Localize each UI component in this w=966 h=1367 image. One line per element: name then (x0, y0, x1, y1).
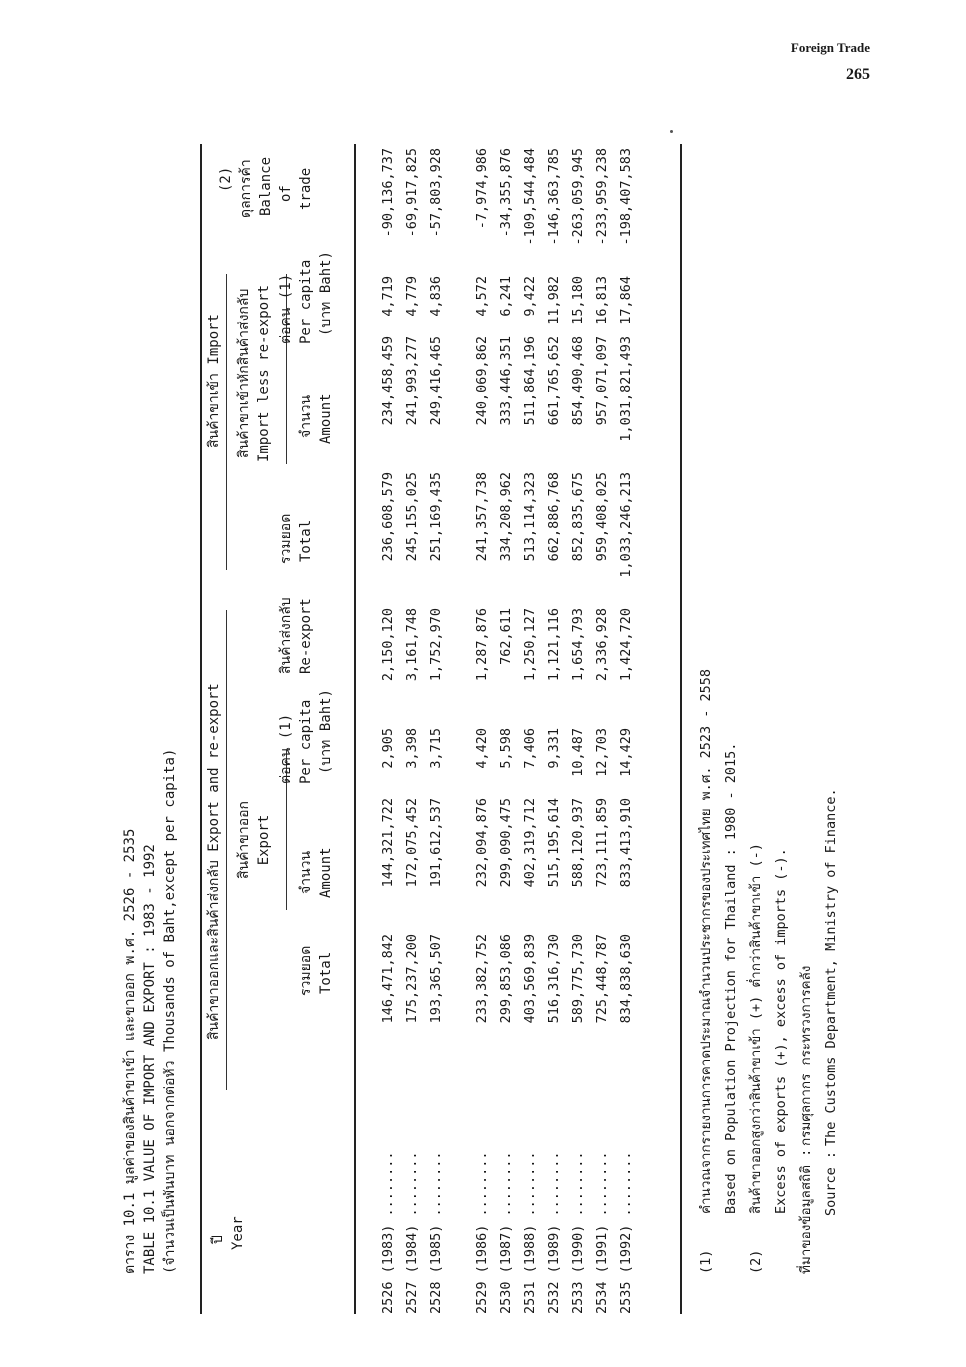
cell-export-per-capita: 4,420 (474, 728, 490, 769)
cell-total: 146,471,842 (380, 934, 396, 1024)
cell-import-total: 852,835,675 (570, 472, 586, 562)
cell-import-per-capita: 9,422 (522, 276, 538, 317)
cell-import-amount: 661,765,652 (546, 336, 562, 426)
cell-import-amount: 333,446,351 (498, 336, 514, 426)
cell-reexport: 1,250,127 (522, 608, 538, 682)
header-per-capita-unit: (บาท Baht) (318, 689, 334, 774)
note-1-thai: คำนวณจากรายงานการคาดประมาณจำนวนประชากรของประเทศไทย พ.ศ. 2523 - 2558 (698, 668, 714, 1214)
header-per-capita-thai: ต่อคน (1) (278, 713, 294, 784)
cell-export-per-capita: 3,715 (428, 728, 444, 769)
note-2-number: (2) (748, 1249, 764, 1274)
cell-export-amount: 299,090,475 (498, 798, 514, 888)
cell-export-amount: 172,075,452 (404, 798, 420, 888)
header-import-per-capita-english: Per capita (298, 259, 314, 344)
header-total-english: Total (318, 951, 334, 994)
cell-import-per-capita: 4,779 (404, 276, 420, 317)
cell-reexport: 1,287,876 (474, 608, 490, 682)
cell-import-total: 236,608,579 (380, 472, 396, 562)
header-reexport-thai: สินค้าส่งกลับ (278, 597, 294, 674)
cell-year: 2529 (1986) ........ (474, 1151, 490, 1314)
page-header (791, 40, 870, 84)
export-group-rule (226, 610, 227, 1090)
cell-import-total: 1,033,246,213 (618, 472, 634, 578)
note-1-english: Based on Population Projection for Thailand : 1980 - 2015. (723, 742, 739, 1214)
header-export-thai: สินค้าขาออก (236, 800, 252, 880)
cell-export-per-capita: 2,905 (380, 728, 396, 769)
cell-total: 403,569,839 (522, 934, 538, 1024)
source-thai: กรมศุลกากร กระทรวงการคลัง (798, 965, 814, 1146)
cell-total: 175,237,200 (404, 934, 420, 1024)
cell-export-per-capita: 12,703 (594, 728, 610, 777)
cell-balance: -198,407,583 (618, 148, 634, 246)
cell-export-per-capita: 5,598 (498, 728, 514, 769)
cell-export-per-capita: 10,487 (570, 728, 586, 777)
cell-import-total: 513,114,323 (522, 472, 538, 562)
cell-export-per-capita: 14,429 (618, 728, 634, 777)
cell-import-total: 662,886,768 (546, 472, 562, 562)
header-amount-thai: จำนวน (298, 850, 314, 894)
cell-reexport: 762,611 (498, 608, 514, 665)
header-per-capita-english: Per capita (298, 699, 314, 784)
cell-export-amount: 833,413,910 (618, 798, 634, 888)
header-import-amount-thai: จำนวน (298, 394, 314, 438)
table-titles (120, 749, 180, 1274)
header-balance-thai: ดุลการค้า (238, 159, 254, 218)
header-year-english: Year (230, 1216, 246, 1250)
cell-import-per-capita: 4,719 (380, 276, 396, 317)
header-import-less-thai: สินค้าขาเข้าหักสินค้าส่งกลับ (236, 288, 252, 458)
cell-balance: -146,363,785 (546, 148, 562, 246)
header-import-per-capita-unit: (บาท Baht) (318, 251, 334, 336)
cell-export-per-capita: 7,406 (522, 728, 538, 769)
note-2-thai: สินค้าขาออกสูงกว่าสินค้าขาเข้า (+) ต่ำกว่าสินค้าขาเข้า (-) (748, 843, 764, 1214)
header-import-group: สินค้าขาเข้า Import (206, 314, 222, 448)
import-group-rule (226, 274, 227, 570)
header-balance-english-2: of (278, 185, 294, 202)
title-english: TABLE 10.1 VALUE OF IMPORT AND EXPORT : 1983 - 1992 (142, 844, 158, 1274)
title-unit: (จำนวนเป็นพันบาท นอกจากต่อหัว Thousands of Baht,except per capita) (162, 748, 178, 1274)
cell-import-per-capita: 16,813 (594, 276, 610, 325)
cell-import-per-capita: 4,836 (428, 276, 444, 317)
cell-import-per-capita: 6,241 (498, 276, 514, 317)
cell-balance: -34,355,876 (498, 148, 514, 238)
header-year-thai: ปี (210, 1235, 226, 1244)
cell-export-amount: 588,120,937 (570, 798, 586, 888)
cell-year: 2532 (1989) ........ (546, 1151, 562, 1314)
cell-balance: -69,917,825 (404, 148, 420, 238)
note-2-english: Excess of exports (+), excess of imports (-). (773, 848, 789, 1214)
cell-import-total: 334,208,962 (498, 472, 514, 562)
cell-import-amount: 957,071,097 (594, 336, 610, 426)
cell-reexport: 1,654,793 (570, 608, 586, 682)
cell-balance: -109,544,484 (522, 148, 538, 246)
note-1-number: (1) (698, 1249, 714, 1274)
page-number: 265 (846, 66, 870, 83)
cell-export-amount: 232,094,876 (474, 798, 490, 888)
speck-mark (670, 130, 673, 133)
table-row (378, 144, 398, 1314)
cell-import-amount: 241,993,277 (404, 336, 420, 426)
cell-import-amount: 234,458,459 (380, 336, 396, 426)
cell-import-total: 241,357,738 (474, 472, 490, 562)
table-row (402, 144, 422, 1314)
cell-year: 2535 (1992) ........ (618, 1151, 634, 1314)
source-thai-label: ที่มาของข้อมูลสถิติ : (798, 1148, 814, 1274)
section-name: Foreign Trade (790, 40, 870, 55)
top-rule (200, 144, 202, 1314)
cell-year: 2533 (1990) ........ (570, 1151, 586, 1314)
cell-total: 834,838,630 (618, 934, 634, 1024)
cell-import-amount: 1,031,821,493 (618, 336, 634, 442)
cell-reexport: 1,121,116 (546, 608, 562, 682)
cell-balance: -233,959,238 (594, 148, 610, 246)
header-import-total-english: Total (298, 519, 314, 562)
cell-import-per-capita: 4,572 (474, 276, 490, 317)
cell-import-per-capita: 11,982 (546, 276, 562, 325)
cell-reexport: 3,161,748 (404, 608, 420, 682)
cell-balance: -263,059,945 (570, 148, 586, 246)
cell-export-amount: 723,111,859 (594, 798, 610, 888)
header-import-amount-english: Amount (318, 393, 334, 444)
cell-total: 233,382,752 (474, 934, 490, 1024)
cell-year: 2527 (1984) ........ (404, 1151, 420, 1314)
source-english: The Customs Department, Ministry of Finance. (823, 788, 839, 1146)
header-bottom-rule (354, 144, 356, 1314)
header-balance-english-3: trade (298, 167, 314, 210)
header-balance-english-1: Balance (258, 156, 274, 216)
cell-total: 193,365,507 (428, 934, 444, 1024)
cell-balance: -7,974,986 (474, 148, 490, 230)
header-amount-english: Amount (318, 847, 334, 898)
cell-year: 2528 (1985) ........ (428, 1151, 444, 1314)
header-export-group: สินค้าขาออกและสินค้าส่งกลับ Export and re-export (206, 683, 222, 1040)
table-row (568, 144, 588, 1314)
cell-export-per-capita: 9,331 (546, 728, 562, 769)
header-export-english: Export (256, 814, 272, 866)
table-row (426, 144, 446, 1314)
rotated-table-block (120, 144, 839, 1314)
cell-balance: -90,136,737 (380, 148, 396, 238)
header-import-total-thai: รวมยอด (278, 513, 294, 564)
table-row (616, 144, 636, 1314)
cell-year: 2530 (1987) ........ (498, 1151, 514, 1314)
cell-total: 725,448,787 (594, 934, 610, 1024)
cell-export-amount: 144,321,722 (380, 798, 396, 888)
header-balance-note: (2) (218, 166, 234, 192)
cell-export-per-capita: 3,398 (404, 728, 420, 769)
cell-year: 2534 (1991) ........ (594, 1151, 610, 1314)
header-import-less-english: Import less re-export (256, 284, 272, 462)
cell-import-total: 959,408,025 (594, 472, 610, 562)
header-reexport-english: Re-export (298, 598, 314, 674)
cell-reexport: 1,424,720 (618, 608, 634, 682)
cell-export-amount: 515,195,614 (546, 798, 562, 888)
cell-reexport: 1,752,970 (428, 608, 444, 682)
table-row (520, 144, 540, 1314)
title-thai: ตาราง 10.1 มูลค่าของสินค้าขาเข้า และขาออก พ.ศ. 2526 - 2535 (122, 828, 138, 1274)
table-row (592, 144, 612, 1314)
header-import-per-capita-thai: ต่อคน (1) (278, 273, 294, 344)
cell-year: 2531 (1988) ........ (522, 1151, 538, 1314)
cell-import-amount: 511,864,196 (522, 336, 538, 426)
cell-import-per-capita: 15,180 (570, 276, 586, 325)
cell-import-total: 245,155,025 (404, 472, 420, 562)
cell-import-amount: 240,069,862 (474, 336, 490, 426)
cell-export-amount: 402,319,712 (522, 798, 538, 888)
cell-import-per-capita: 17,864 (618, 276, 634, 325)
cell-balance: -57,803,928 (428, 148, 444, 238)
cell-export-amount: 191,612,537 (428, 798, 444, 888)
cell-reexport: 2,336,928 (594, 608, 610, 682)
cell-reexport: 2,150,120 (380, 608, 396, 682)
cell-total: 299,853,086 (498, 934, 514, 1024)
source-english-label: Source : (823, 1150, 839, 1216)
header-total-thai: รวมยอด (298, 945, 314, 996)
cell-import-amount: 854,490,468 (570, 336, 586, 426)
table-row (544, 144, 564, 1314)
bottom-rule (680, 144, 682, 1314)
cell-total: 589,775,730 (570, 934, 586, 1024)
cell-import-total: 251,169,435 (428, 472, 444, 562)
cell-total: 516,316,730 (546, 934, 562, 1024)
table-row (472, 144, 492, 1314)
cell-import-amount: 249,416,465 (428, 336, 444, 426)
table-row (496, 144, 516, 1314)
cell-year: 2526 (1983) ........ (380, 1151, 396, 1314)
